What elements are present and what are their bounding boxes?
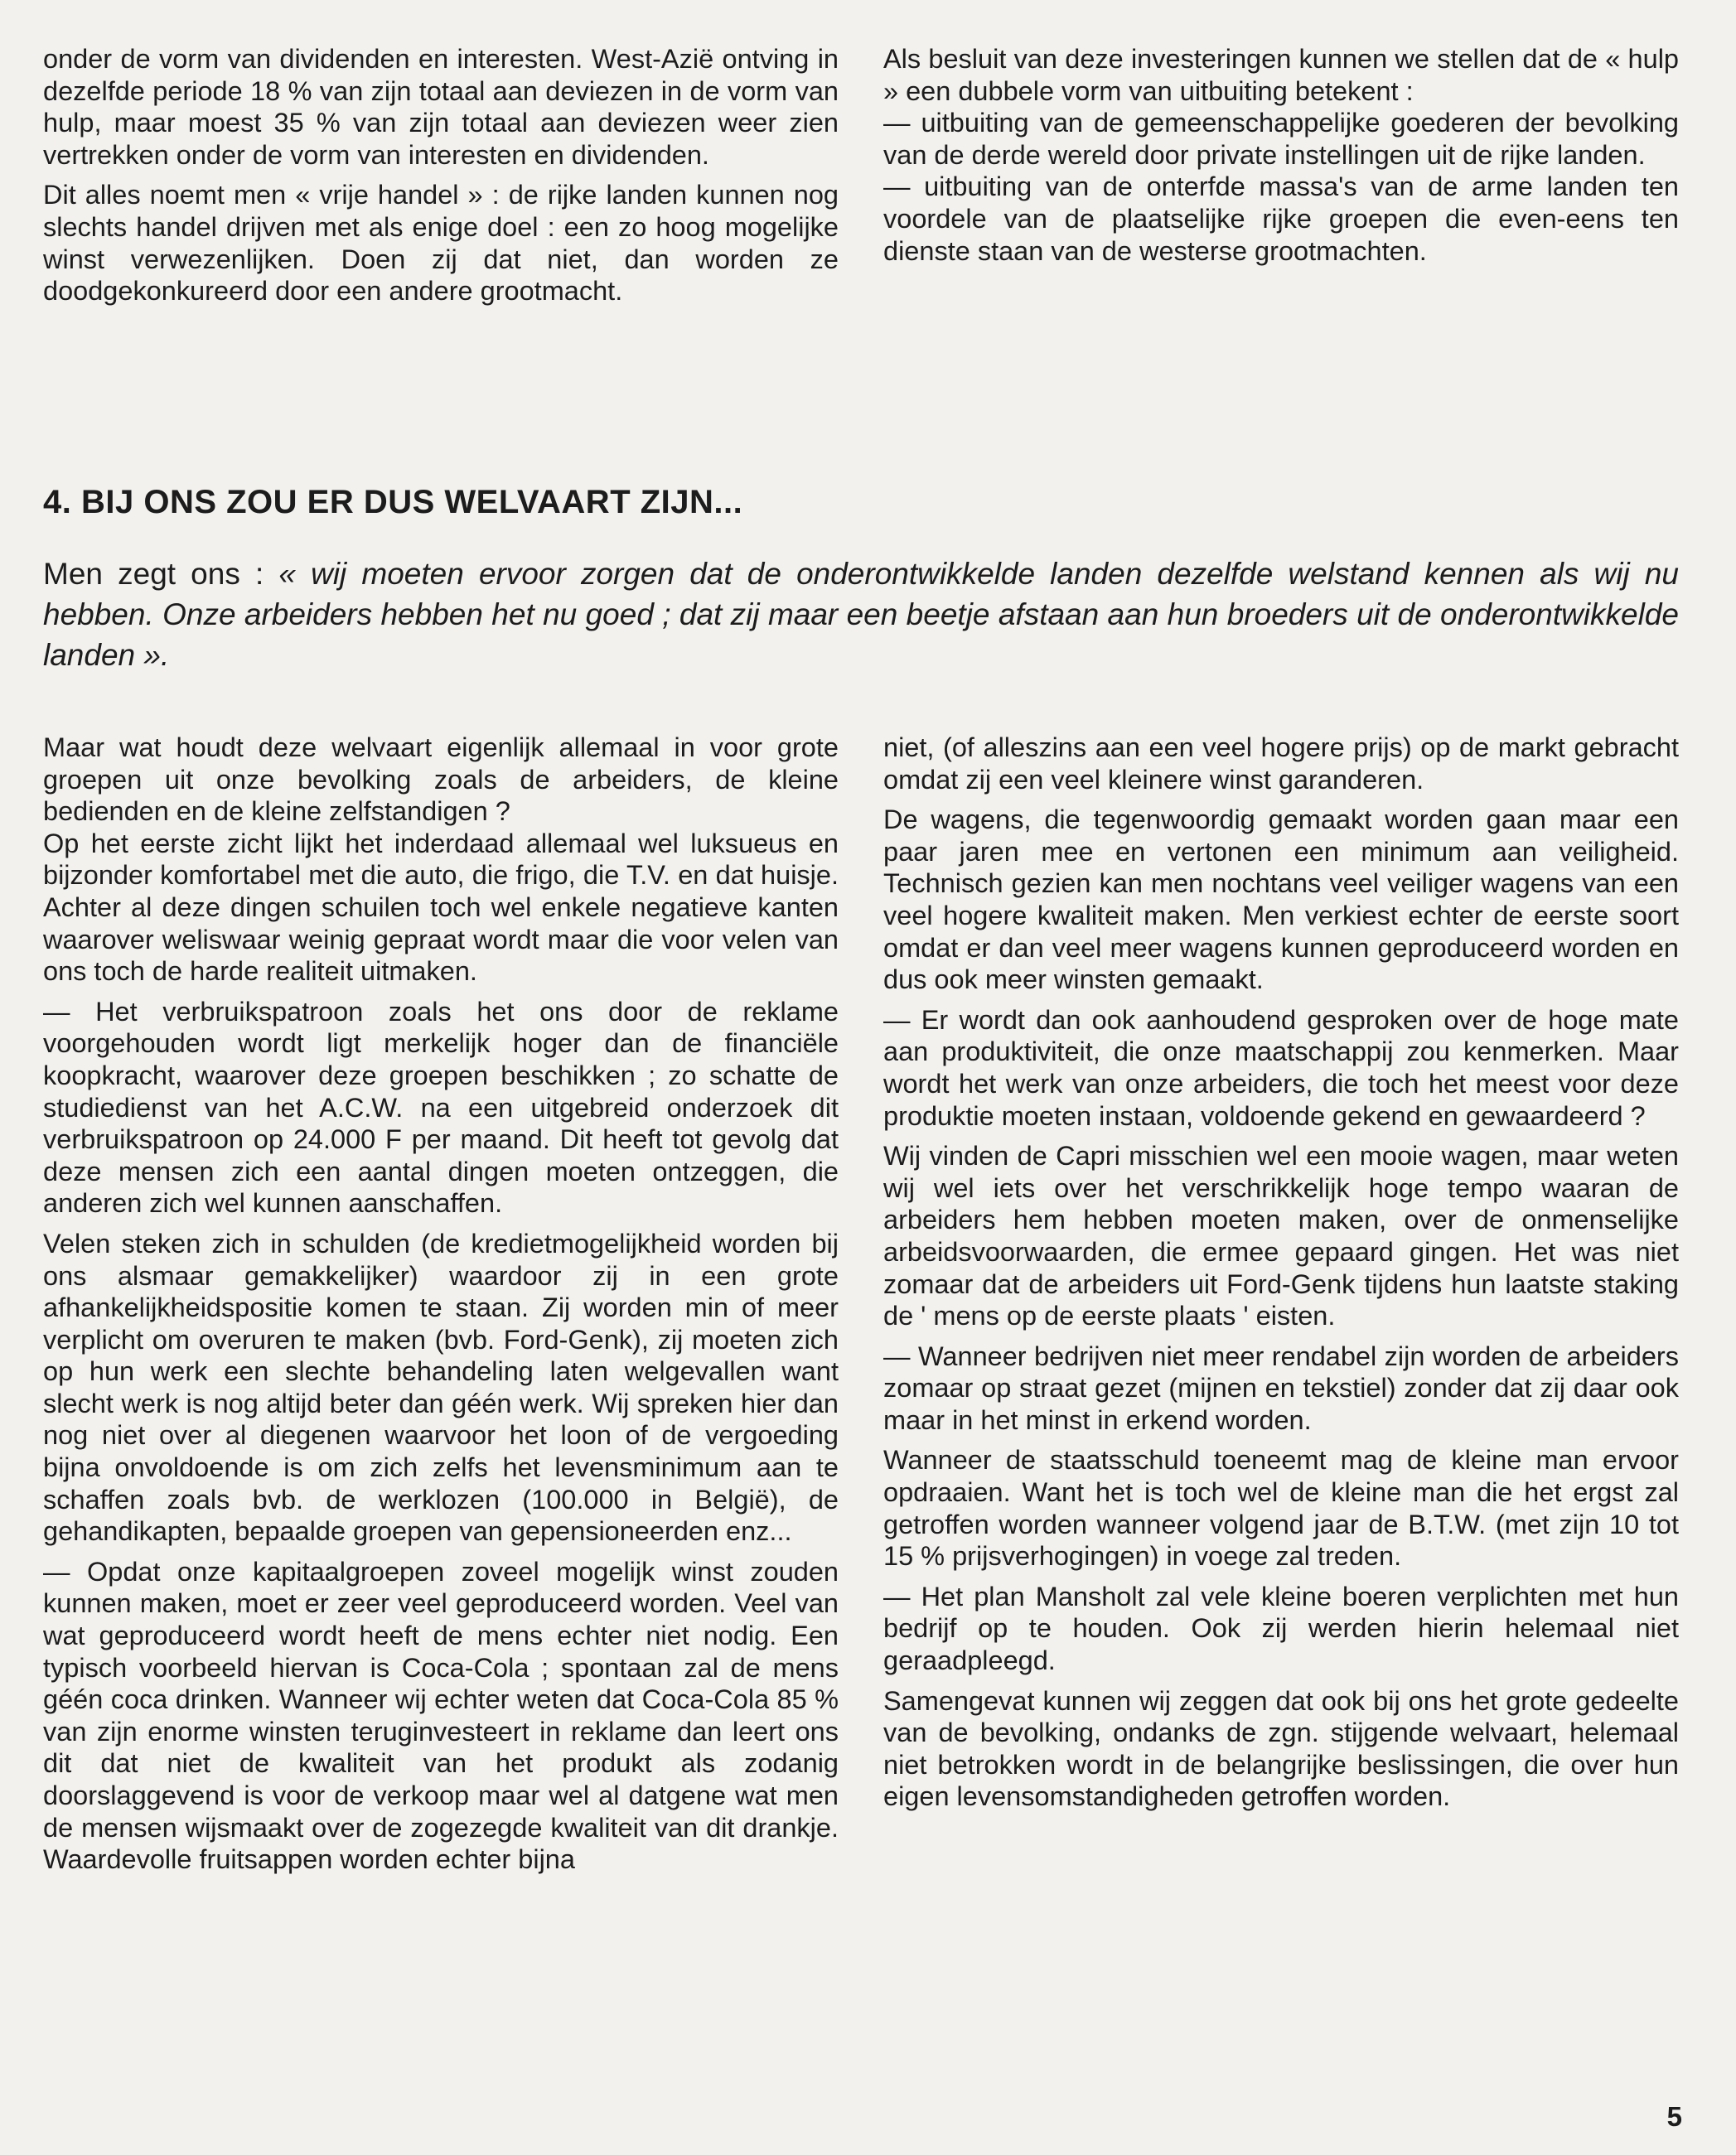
top-left-column — [43, 43, 839, 316]
paragraph: — Het verbruikspatroon zoals het ons door de reklame voorgehouden wordt ligt merkelijk hoger dan de financiële koopkracht, waarover deze groepen beschikken ; zo schatte de studiedienst van het A.C.W. na een uitgebreid onderzoek dit verbruikspatroon op 24.000 F per maand. Dit heeft tot gevolg dat deze mensen zich een aantal dingen moeten ontzeggen, die anderen zich wel kunnen aanschaffen. — [43, 996, 839, 1219]
paragraph: Samengevat kunnen wij zeggen dat ook bij ons het grote gedeelte van de bevolking, ondanks de zgn. stijgende welvaart, helemaal niet betrokken wordt in de belangrijke beslissingen, die over hun eigen levensomstandigheden getroffen worden. — [883, 1685, 1679, 1812]
top-right-column — [883, 43, 1679, 275]
paragraph: Op het eerste zicht lijkt het inderdaad allemaal wel luksueus en bijzonder komfortabel met die auto, die frigo, die T.V. en dat huisje. Achter al deze dingen schuilen toch wel enkele negatieve kanten waarover weliswaar weinig gepraat wordt maar die voor velen van ons toch de harde realiteit uitmaken. — [43, 828, 839, 987]
paragraph: — Het plan Mansholt zal vele kleine boeren verplichten met hun bedrijf op te houden. Ook zij werden hierin helemaal niet geraadpleegd. — [883, 1581, 1679, 1676]
paragraph: — Opdat onze kapitaalgroepen zoveel mogelijk winst zouden kunnen maken, moet er zeer veel geproduceerd worden. Veel van wat geproduceerd wordt heeft de mens echter niet nodig. Een typisch voorbeeld hiervan is Coca-Cola ; spontaan zal de mens géén coca drinken. Wanneer wij echter weten dat Coca-Cola 85 % van zijn enorme winsten teruginvesteert in reklame dan leert ons dit dat niet de kwaliteit van het produkt als zodanig doorslaggevend is voor de verkoop maar wel al datgene wat men de mensen wijsmaakt over de zogezegde kwaliteit van dit drankje. Waardevolle fruitsappen worden echter bijna — [43, 1556, 839, 1875]
bottom-right-column — [883, 732, 1679, 1821]
paragraph: De wagens, die tegenwoordig gemaakt worden gaan maar een paar jaren mee en vertonen een minimum aan veiligheid. Technisch gezien kan men nochtans veel veiliger wagens van een veel hogere kwaliteit maken. Men verkiest echter de eerste soort omdat er dan veel meer wagens kunnen geproduceerd worden en dus ook meer winsten gemaakt. — [883, 805, 1679, 995]
paragraph: — uitbuiting van de onterfde massa's van de arme landen ten voordele van de plaatselijke rijke groepen die even-eens ten dienste staan van de westerse grootmachten. — [883, 172, 1679, 266]
page-number: 5 — [1666, 2101, 1682, 2132]
paragraph: Wij vinden de Capri misschien wel een mooie wagen, maar weten wij wel iets over het verschrikkelijk hoge tempo waaran de arbeiders hem hebben moeten maken, over de onmenselijke arbeidsvoorwaarden, die ermee gepaard gingen. Het was niet zomaar dat de arbeiders uit Ford-Genk tijdens hun laatste staking de ' mens op de eerste plaats ' eisten. — [883, 1141, 1679, 1331]
paragraph: Velen steken zich in schulden (de kredietmogelijkheid worden bij ons alsmaar gemakkelijker) waardoor zij in een grote afhankelijkheidspositie komen te staan. Zij worden min of meer verplicht om overuren te maken (bvb. Ford-Genk), zij moeten zich op hun werk een slechte behandeling laten welgevallen want slecht werk is nog altijd beter dan géén werk. Wij spreken hier dan nog niet over al diegenen waarvoor het loon of de vergoeding bijna onvoldoende is om zich zelfs het levensminimum aan te schaffen zoals bvb. de werklozen (100.000 in België), de gehandikapten, bepaalde groepen van gepensioneerden enz... — [43, 1228, 839, 1547]
paragraph: Wanneer de staatsschuld toeneemt mag de kleine man ervoor opdraaien. Want het is toch wel de kleine man die het ergst zal getroffen worden wanneer volgend jaar de B.T.W. (met zijn 10 tot 15 % prijsverhogingen) in voege zal treden. — [883, 1445, 1679, 1572]
section-heading: 4. BIJ ONS ZOU ER DUS WELVAART ZIJN... — [43, 484, 743, 520]
paragraph: — Er wordt dan ook aanhoudend gesproken over de hoge mate aan produktiviteit, die onze maatschappij zou kenmerken. Maar wordt het werk van onze arbeiders, die toch het meest voor deze produktie moeten instaan, voldoende gekend en gewaardeerd ? — [883, 1004, 1679, 1131]
lead-paragraph — [43, 553, 1679, 675]
paragraph: — uitbuiting van de gemeenschappelijke goederen der bevolking van de derde wereld door private instellingen uit de rijke landen. — [883, 108, 1679, 170]
paragraph: Maar wat houdt deze welvaart eigenlijk allemaal in voor grote groepen uit onze bevolking zoals de arbeiders, de kleine bedienden en de kleine zelfstandigen ? — [43, 732, 839, 827]
paragraph: niet, (of alleszins aan een veel hogere prijs) op de markt gebracht omdat zij een veel kleinere winst garanderen. — [883, 732, 1679, 795]
lead-quote: « wij moeten ervoor zorgen dat de onderontwikkelde landen dezelfde welstand kennen als wij nu hebben. Onze arbeiders hebben het nu goed ; dat zij maar een beetje afstaan aan hun broeders uit de onderontwikkelde landen ». — [43, 557, 1680, 672]
bottom-left-column — [43, 732, 839, 1884]
paragraph: Als besluit van deze investeringen kunnen we stellen dat de « hulp » een dubbele vorm van uitbuiting betekent : — [883, 44, 1679, 106]
paragraph: onder de vorm van dividenden en interesten. West-Azië ontving in dezelfde periode 18 % van zijn totaal aan deviezen in de vorm van hulp, maar moest 35 % van zijn totaal aan deviezen weer zien vertrekken onder de vorm van interesten en dividenden. — [43, 44, 839, 170]
lead-prefix: Men zegt ons : — [43, 557, 279, 591]
paragraph: — Wanneer bedrijven niet meer rendabel zijn worden de arbeiders zomaar op straat gezet (mijnen en tekstiel) zonder dat zij daar ook maar in het minst in erkend worden. — [883, 1341, 1679, 1435]
paragraph: Dit alles noemt men « vrije handel » : de rijke landen kunnen nog slechts handel drijven met als enige doel : een zo hoog mogelijke winst verwezenlijken. Doen zij dat niet, dan worden ze doodgekonkureerd door een andere grootmacht. — [43, 180, 839, 307]
